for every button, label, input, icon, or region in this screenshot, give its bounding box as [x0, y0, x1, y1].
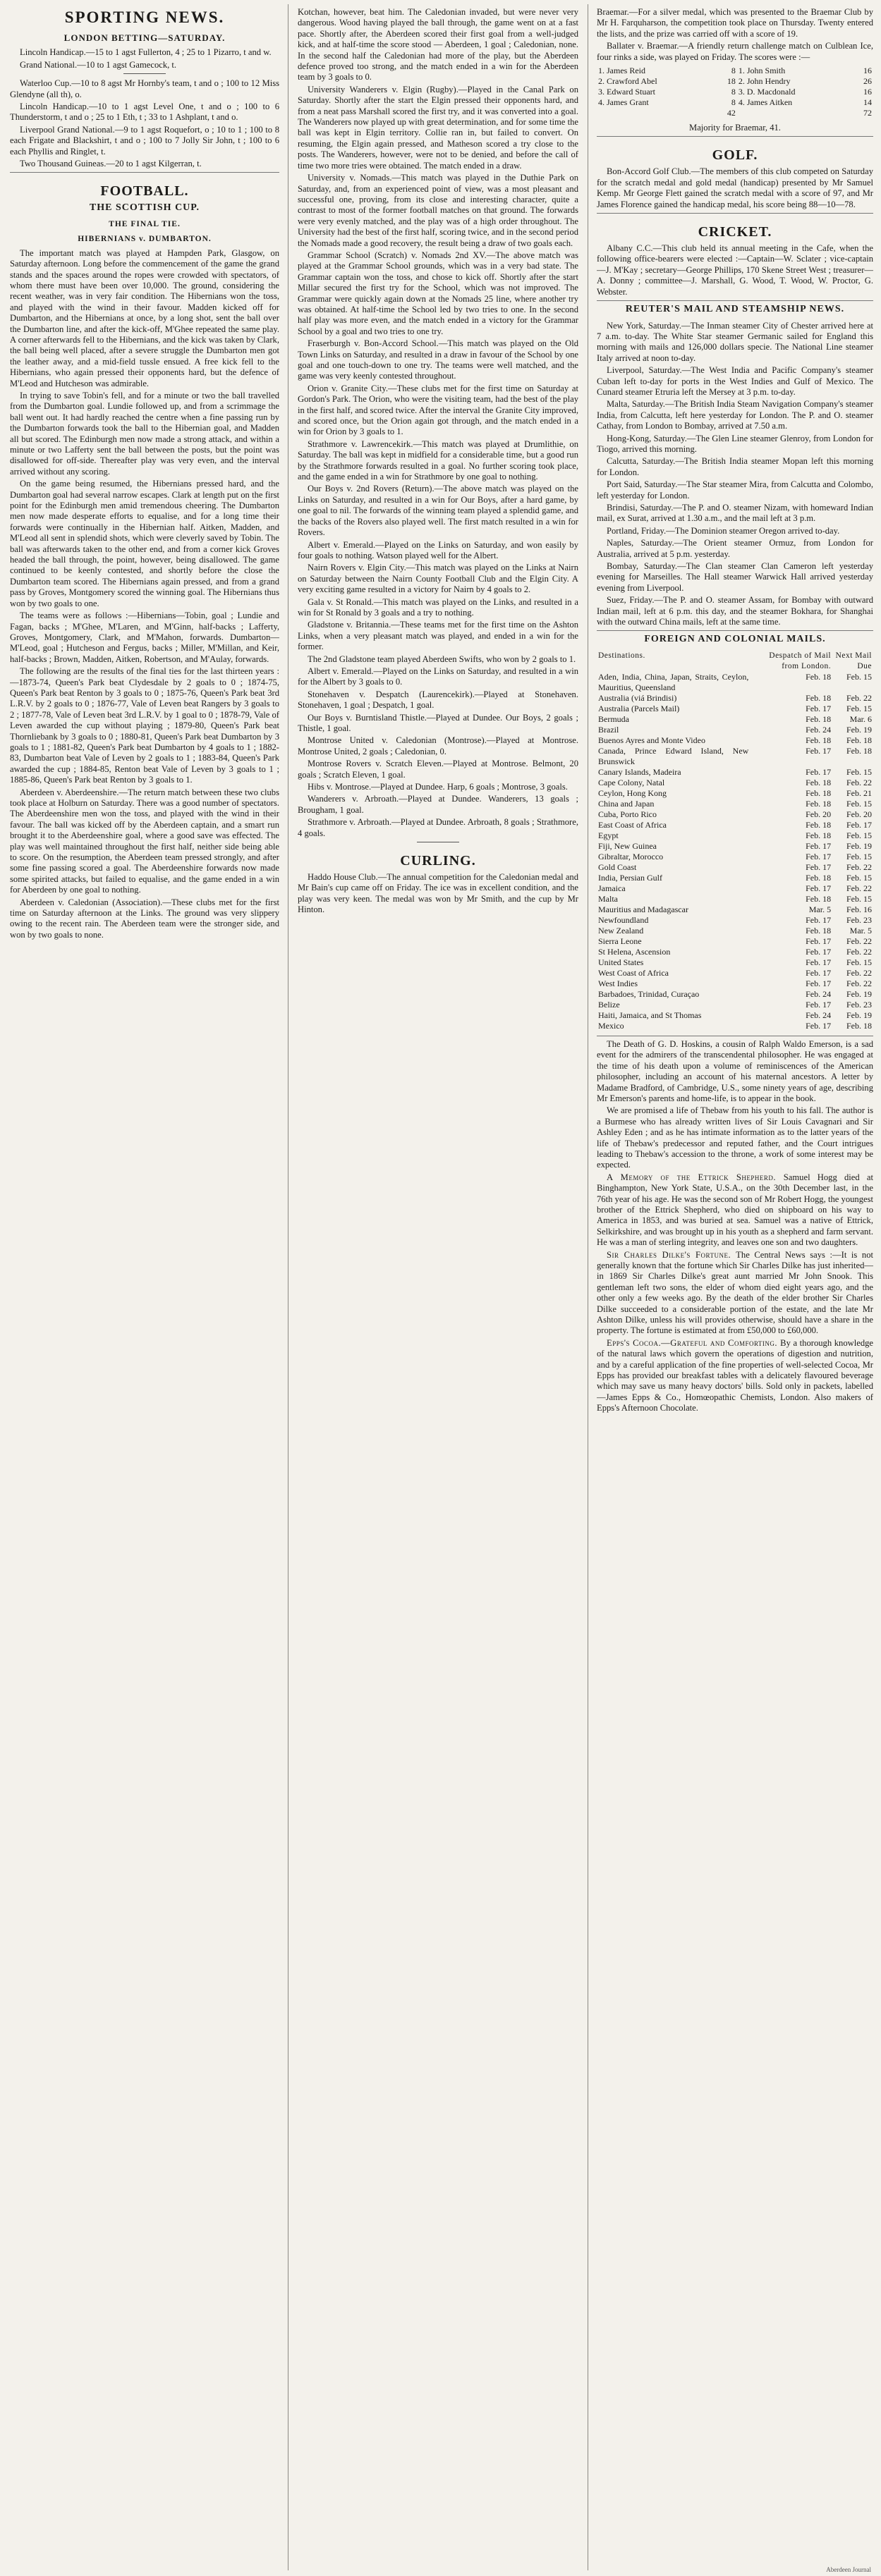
mail-item: Brindisi, Saturday.—The P. and O. steamer Nizam, with homeward Indian mail, ex Surat, arrived at 1.30 a.m., and the mail left at 3 p.m. — [597, 503, 873, 524]
mail-item: Naples, Saturday.—The Orient steamer Ormuz, from London for Australia, arrived at 5 p.m. yesterday. — [597, 538, 873, 559]
mail-item: Portland, Friday.—The Dominion steamer Oregon arrived to-day. — [607, 525, 840, 536]
mails-destination: Belize — [598, 999, 620, 1010]
mails-despatch: Feb. 17 — [806, 946, 832, 957]
mails-col-next-due: Next Mail Due — [835, 651, 872, 670]
mails-row — [597, 915, 873, 926]
mails-row — [597, 936, 873, 947]
mails-row — [597, 767, 873, 778]
article-paragraph: Ballater v. Braemar.—A friendly return challenge match on Culblean Ice, four rinks a side, was played on Friday. The scores were :— — [597, 41, 873, 62]
mails-despatch: Feb. 18 — [806, 893, 832, 904]
mails-next-due: Feb. 15 — [846, 766, 872, 777]
betting-heading: LONDON BETTING—SATURDAY. — [63, 32, 226, 43]
mails-row — [597, 820, 873, 830]
betting-item: Two Thousand Guineas.—20 to 1 agst Kilgerran, t. — [20, 159, 202, 169]
article-paragraph: Grammar School (Scratch) v. Nomads 2nd XV.—The above match was played at the Grammar School grounds, which was in a very bad state. The Grammar captain won the toss, and chose to kick off. Shortly after the start Millar secured the first try for the School, which was not improved. The Grammar were quickly again down at the Nomads 25 line, where another try was obtained. At half-time the School led by two tries to one. In the second half play was more even, and the match ended in a victory for the Grammar School by a goal and two tries to one try. — [298, 250, 578, 336]
mail-item: Bombay, Saturday.—The Clan steamer Clan Cameron left yesterday evening for Marseilles. The Hall steamer Warwick Hall arrived yesterday evening from Liverpool. — [597, 561, 873, 593]
divider — [597, 213, 873, 214]
mails-despatch: Feb. 18 — [806, 671, 832, 682]
mail-item: Port Said, Saturday.—The Star steamer Mira, from Calcutta and Colombo, left yesterday for London. — [597, 479, 873, 501]
mails-row — [597, 693, 873, 704]
article-paragraph: Stonehaven v. Despatch (Laurencekirk).—Played at Stonehaven. Stonehaven, 1 goal ; Despatch, 1 goal. — [298, 689, 578, 711]
article-paragraph: Albert v. Emerald.—Played on the Links on Saturday, and resulted in a win for the Albert by 3 goals to 0. — [298, 666, 578, 687]
mails-despatch: Feb. 18 — [806, 925, 832, 936]
rinks-total-cell — [597, 108, 715, 118]
article-paragraph — [597, 1105, 873, 1170]
rinks-total-cell — [737, 108, 851, 118]
betting-item: Liverpool Grand National.—9 to 1 agst Roquefort, o ; 10 to 1 ; 100 to 8 each Frigate and Blackshirt, t and o ; 100 to 7 Jolly Sir John, t ; 100 to 6 each Phyllis and Ringlet, t. — [10, 124, 279, 157]
mails-next-due: Feb. 15 — [846, 671, 872, 682]
mails-next-due: Feb. 19 — [846, 724, 872, 735]
mails-destination: Gibraltar, Morocco — [598, 851, 664, 861]
mails-destination: Australia (Parcels Mail) — [598, 703, 680, 713]
mails-despatch: Feb. 17 — [806, 1020, 832, 1031]
article-text: We are promised a life of Thebaw from his youth to his fall. The author is a Burmese who has already written lives of Sir Louis Cavagnari and Sir Ashley Eden ; and as he has intimate information as to the latter years of the life of Thebaw's predecessor and reputed father, and the Court intrigues leading to Thebaw's accession to the throne, a work of some interest may be expected. — [597, 1105, 873, 1170]
mails-destination: Egypt — [598, 830, 619, 840]
article-paragraph: The teams were as follows :—Hibernians—Tobin, goal ; Lundie and Fagan, backs ; M'Ghee, M'Laren, and M'Ginn, half-backs ; Lafferty, Groves, Montgomery, Clark, and M'Mahon, forwards. Dumbarton—M'Leod, goal ; Hutcheson and Fergus, backs ; Miller, M'Millan, and Keir, half-backs ; Brown, Madden, Aitken, Robertson, and M'Aulay, forwards. — [10, 611, 279, 664]
mail-item: Hong-Kong, Saturday.—The Glen Line steamer Glenroy, from London for Tiogo, arrived this morning. — [597, 433, 873, 454]
mails-destination: Newfoundland — [598, 914, 649, 925]
rinks-row — [597, 87, 873, 97]
article-paragraph: Albany C.C.—This club held its annual meeting in the Cafe, when the following office-bearers were elected :—Captain—W. Sclater ; vice-captain—J. M'Kay ; secretary—George Phillips, 170 Skene Street West ; treasurer—A. Donny ; committee—J. Marshall, G. Wood, T. Wood, W. Proctor, G. Webster. — [597, 243, 873, 297]
column-3 — [597, 7, 873, 2566]
mails-next-due: Feb. 19 — [846, 840, 872, 851]
mails-destination: St Helena, Ascension — [598, 946, 671, 957]
mails-next-due: Feb. 15 — [846, 957, 872, 967]
mail-item: Suez, Friday.—The P. and O. steamer Assam, for Bombay with outward Indian mail, left at 6 p.m. this day, and the steamer Bokhara, for Shanghai with the outward China mails, left at the same time. — [597, 595, 873, 627]
mails-next-due: Mar. 5 — [849, 925, 872, 936]
rinks-cell: 8 — [731, 97, 736, 108]
mails-despatch: Feb. 17 — [806, 936, 832, 946]
article-paragraph: In trying to save Tobin's fell, and for a minute or two the ball travelled from the Dumbarton goal. Lundie followed up, and from a scrimmage the ball went out. It had hardly reached the centre when a fine passing run by the Dumbarton forwards took the ball to the Hibernian goal, and Madden all but scored. The Edinburgh men now made a strong attack, and within a minute or two Lafferty sent the ball between the posts, but the point was disallowed for off-side. Thereafter play was very even, and the interval arrived without any scoring. — [10, 390, 279, 477]
article-text: By a thorough knowledge of the natural laws which govern the operations of digestion and nutrition, and by a careful application of the fine properties of well-selected Cocoa, Mr Epps has provided our breakfast tables with a delicately flavoured beverage which may save us many heavy doctors' bills. Sold only in packets, labelled—James Epps & Co., Homœopathic Chemists, London. Also makers of Epps's Afternoon Chocolate. — [597, 1337, 873, 1413]
mails-row — [597, 746, 873, 767]
article-paragraph: Hibs v. Montrose.—Played at Dundee. Harp, 6 goals ; Montrose, 3 goals. — [308, 782, 568, 792]
mails-destination: Fiji, New Guinea — [598, 840, 657, 851]
article-text: The Central News says :—It is not generally known that the fortune which Sir Charles Dilke has just inherited—in 1869 Sir Charles Dilke's great aunt married Mr John Snook. This gentleman left two sons, the elder of whom died eight years ago, and the other only a few weeks ago. By the death of the elder brother Sir Charles Dilke succeeded to a considerable portion of the estate, and the late Mr Ashton Dilke, unless his will provides otherwise, should have a share in the property. The fortune is estimated at from £50,000 to £60,000. — [597, 1249, 873, 1336]
mails-despatch: Mar. 5 — [808, 904, 832, 914]
article-title: Epps's Cocoa.—Grateful and Comforting. — [607, 1337, 781, 1348]
mails-despatch: Feb. 17 — [806, 914, 832, 925]
betting-item: Lincoln Handicap.—15 to 1 agst Fullerton, 4 ; 25 to 1 Pizarro, t and w. — [20, 47, 272, 58]
article-paragraph — [597, 1338, 873, 1414]
mails-destination: Haiti, Jamaica, and St Thomas — [598, 1010, 702, 1020]
mails-next-due: Feb. 18 — [846, 745, 872, 756]
mails-despatch: Feb. 17 — [806, 978, 832, 988]
article-paragraph: Nairn Rovers v. Elgin City.—This match was played on the Links at Nairn on Saturday between the Nairn County Football Club and the Elgin City. A very exciting game resulted in a victory for Nairn by 4 goals to 2. — [298, 563, 578, 595]
rinks-row — [597, 66, 873, 76]
betting-item: Grand National.—10 to 1 agst Gamecock, t. — [20, 59, 177, 70]
mails-destination: East Coast of Africa — [598, 819, 667, 830]
rinks-row — [597, 97, 873, 108]
mails-destination: Mexico — [598, 1020, 624, 1031]
article-paragraph: Gladstone v. Britannia.—These teams met for the first time on the Ashton Links, when a very pleasant match was played, and ended in a win for the former. — [298, 620, 578, 652]
mails-destination: Gold Coast — [598, 861, 637, 872]
mails-row — [597, 735, 873, 746]
mails-despatch: Feb. 18 — [806, 777, 832, 787]
article-paragraph — [597, 1250, 873, 1337]
article-paragraph — [597, 1039, 873, 1104]
mails-despatch: Feb. 17 — [806, 957, 832, 967]
mails-next-due: Mar. 6 — [849, 713, 872, 724]
mails-col-destinations: Destinations. — [598, 651, 645, 660]
divider — [597, 136, 873, 137]
column-2 — [298, 7, 578, 2566]
mails-row — [597, 778, 873, 788]
rinks-cell: 16 — [863, 87, 872, 97]
mails-row — [597, 841, 873, 852]
mails-despatch: Feb. 18 — [806, 798, 832, 809]
rinks-cell: 26 — [863, 76, 872, 87]
article-paragraph: Albert v. Emerald.—Played on the Links on Saturday, and won easily by four goals to nothing. Watson played well for the Albert. — [298, 539, 578, 560]
mails-next-due: Feb. 15 — [846, 851, 872, 861]
mails-next-due: Feb. 15 — [846, 830, 872, 840]
cricket-heading: CRICKET. — [698, 224, 772, 240]
mails-despatch: Feb. 17 — [806, 967, 832, 978]
mails-next-due: Feb. 23 — [846, 999, 872, 1010]
mails-row — [597, 1010, 873, 1021]
article-paragraph: Strathmore v. Lawrencekirk.—This match was played at Drumlithie, on Saturday. The ball was kept in midfield for a considerable time, but a good run by the Strathmore forwards resulted in a goal. No further scoring took place, and the game ended in a win for Strathmore by one goal to nothing. — [298, 438, 578, 482]
mails-destination: Cuba, Porto Rico — [598, 809, 657, 819]
mails-destination: United States — [598, 957, 644, 967]
mail-item: Liverpool, Saturday.—The West India and Pacific Company's steamer Cuban left to-day for ports in the West Indies and Gulf of Mexico. The Cunard steamer Etruria left the Mersey at 3 p.m. to-day. — [597, 365, 873, 397]
rinks-cell: 14 — [863, 97, 872, 108]
article-paragraph: Montrose Rovers v. Scratch Eleven.—Played at Montrose. Belmont, 20 goals ; Scratch Eleven, 1 goal. — [298, 759, 578, 780]
mails-row — [597, 862, 873, 873]
rinks-totals — [597, 108, 873, 118]
mails-row — [597, 809, 873, 820]
mails-next-due: Feb. 18 — [846, 1020, 872, 1031]
rinks-cell: 16 — [863, 66, 872, 76]
mails-next-due: Feb. 20 — [846, 809, 872, 819]
mails-despatch: Feb. 17 — [806, 861, 832, 872]
article-paragraph: Gala v. St Ronald.—This match was played on the Links, and resulted in a win for St Ronald by 3 goals and a try to nothing. — [298, 596, 578, 618]
rinks-cell: 18 — [727, 76, 736, 87]
article-paragraph: University Wanderers v. Elgin (Rugby).—Played in the Canal Park on Saturday. Shortly after the start the Elgin pressed their opponents hard, and from a neat pass Marshall scored the first try, and it was converted into a goal. The Wanderers now played up with great determination, and for some time the ball was kept in Elgin territory. Collie ran in, but failed to convert. On resuming, the Elgin again pressed, and Matheson scored a try close to the posts. The Wanderers, however, were not to be denied, and before the call of time two more tries were obtained. The match ended in a draw. — [298, 84, 578, 171]
mails-next-due: Feb. 15 — [846, 798, 872, 809]
column-1 — [10, 7, 279, 2566]
betting-item: Waterloo Cup.—10 to 8 agst Mr Hornby's team, t and o ; 100 to 12 Miss Glendyne (all th), o. — [10, 78, 279, 99]
mails-despatch: Feb. 18 — [806, 830, 832, 840]
mails-next-due: Feb. 19 — [846, 1010, 872, 1020]
mails-next-due: Feb. 15 — [846, 893, 872, 904]
mails-row — [597, 904, 873, 915]
misc-articles — [597, 1039, 873, 1414]
rinks-total-cell: 72 — [863, 108, 872, 118]
mails-despatch: Feb. 24 — [806, 988, 832, 999]
mails-row — [597, 799, 873, 809]
mails-row — [597, 725, 873, 735]
football-heading: FOOTBALL. — [100, 183, 189, 200]
article-paragraph — [597, 1172, 873, 1249]
mails-row — [597, 672, 873, 693]
article-paragraph: Bon-Accord Golf Club.—The members of this club competed on Saturday for the scratch medal and gold medal (handicap) presented by Mr Samuel Kemp. Mr George Flett gained the scratch medal with a score of 97, and Mr James Florence gained the handicap medal, his score being 88—10—78. — [597, 166, 873, 209]
mails-row — [597, 957, 873, 968]
mails-next-due: Feb. 15 — [846, 872, 872, 883]
mails-row — [597, 968, 873, 979]
rinks-cell: 3. D. Macdonald — [738, 87, 796, 97]
mails-despatch: Feb. 17 — [806, 883, 832, 893]
mails-table — [597, 651, 873, 1031]
mail-heading: REUTER'S MAIL AND STEAMSHIP NEWS. — [625, 304, 845, 315]
mails-row — [597, 830, 873, 841]
mails-next-due: Feb. 22 — [846, 692, 872, 703]
mails-despatch: Feb. 17 — [806, 840, 832, 851]
rinks-row — [597, 76, 873, 87]
mails-next-due: Feb. 15 — [846, 703, 872, 713]
mails-destination: Barbadoes, Trinidad, Curaçao — [598, 988, 700, 999]
rinks-cell: 2. John Hendry — [738, 76, 791, 87]
rinks-majority: Majority for Braemar, 41. — [689, 123, 781, 133]
article-text: Samuel Hogg died at Binghampton, New York State, U.S.A., on the 30th December last, in the 76th year of his age. He was the second son of Mr Robert Hogg, the youngest brother of the Ettrick Shepherd, who died on shipboard on his way to America in 1853, and was buried at sea. Samuel was a native of Ettrick, Selkirkshire, and was brought up in his youth as a shepherd and farm servant. He was a man of sterling integrity, and leaves one son and two daughters. — [597, 1172, 873, 1248]
mails-row — [597, 873, 873, 883]
mails-despatch: Feb. 20 — [806, 809, 832, 819]
mails-despatch: Feb. 17 — [806, 999, 832, 1010]
mails-despatch: Feb. 24 — [806, 724, 832, 735]
divider — [10, 172, 279, 173]
mails-destination: Australia (viá Brindisi) — [598, 692, 677, 703]
mails-col-despatch: Despatch of Mail from London. — [769, 651, 832, 670]
mails-destination: Brazil — [598, 724, 619, 735]
mails-next-due: Feb. 21 — [846, 787, 872, 798]
article-paragraph: Fraserburgh v. Bon-Accord School.—This match was played on the Old Town Links on Saturday, and resulted in a draw in favour of the School by one goal and one touch-down to one try. The teams were well matched, and the game was very keenly contested throughout. — [298, 338, 578, 381]
curling-heading: CURLING. — [400, 853, 476, 869]
rinks-cell: 2. Crawford Abel — [598, 76, 657, 87]
mails-despatch: Feb. 18 — [806, 735, 832, 745]
mails-despatch: Feb. 17 — [806, 766, 832, 777]
article-paragraph: Aberdeen v. Caledonian (Association).—These clubs met for the first time on Saturday afternoon at the Links. The ground was very slippery owing to the recent rain. The Aberdeen team were the stronger side, and won by two goals to none. — [10, 897, 279, 940]
mail-item: Malta, Saturday.—The British India Steam Navigation Company's steamer India, from Calcutta, left here yesterday for London. The P. and O. steamer Cathay, from London to Bombay, arrived at 7.50 a.m. — [597, 399, 873, 431]
mails-despatch: Feb. 18 — [806, 787, 832, 798]
mails-next-due: Feb. 22 — [846, 883, 872, 893]
article-paragraph: Montrose United v. Caledonian (Montrose).—Played at Montrose. Montrose United, 2 goals ; Caledonian, 0. — [298, 735, 578, 756]
mails-despatch: Feb. 18 — [806, 872, 832, 883]
mails-row — [597, 979, 873, 989]
mails-despatch: Feb. 18 — [806, 819, 832, 830]
article-paragraph: The important match was played at Hampden Park, Glasgow, on Saturday afternoon. Long before the commencement of the game the grand stands and the spaces around the ropes were crowded with spectators, of whom there must have been over 10,000. The ground, considering the recent weather, was in very fair condition. The Hibernians won the toss, and played with the wind in their favour. Madden kicked off for Dumbarton, and the Hibernians at once, by a long shot, sent the ball over the Dumbarton line, and after the kick-off, M'Ghee repeated the same play. A corner afterwards fell to the Hibernians, and the kick was taken by Clark, the ball being well placed, after a severe struggle the Dumbarton men got the leather away, and a mid-field tussle ensued. A free kick fell to the Hibernians, who again pressed their opponents hard, but the defence of M'Leod and Hutcheson was admirable. — [10, 247, 279, 388]
mails-despatch: Feb. 18 — [806, 713, 832, 724]
mails-destination: Malta — [598, 893, 618, 904]
article-paragraph: Wanderers v. Arbroath.—Played at Dundee. Wanderers, 13 goals ; Brougham, 1 goal. — [298, 794, 578, 815]
mails-next-due: Feb. 19 — [846, 988, 872, 999]
divider — [123, 73, 166, 74]
rinks-total-cell: 42 — [727, 108, 736, 118]
mails-despatch: Feb. 17 — [806, 851, 832, 861]
mails-despatch: Feb. 17 — [806, 745, 832, 756]
article-paragraph: On the game being resumed, the Hibernians pressed hard, and the Dumbarton goal had several narrow escapes. Clark at length put on the first point for the Edinburgh men amid tremendous cheering. The Dumbarton men now made desperate efforts to equalise, and for a long time their forwards were continually in the Hibernian half. Aitken, Madden, and M'Leod all sent in splendid shots, which were cleverly saved by Tobin. The ball was afterwards taken to the other end, and from a corner kick Groves headed the ball through, the point, however, being disallowed. The game continued to be keenly contested, and shortly before the close the Dumbarton team scored. The Hibernians again pressed, and from a grand pass by Groves, Montgomery scored the winning goal. The Hibernians thus won by two goals to one. — [10, 479, 279, 608]
article-paragraph: Strathmore v. Arbroath.—Played at Dundee. Arbroath, 8 goals ; Strathmore, 4 goals. — [298, 817, 578, 838]
mails-destination: Ceylon, Hong Kong — [598, 787, 667, 798]
mails-heading: FOREIGN AND COLONIAL MAILS. — [644, 634, 826, 645]
mail-news — [597, 321, 873, 628]
mails-despatch: Feb. 17 — [806, 703, 832, 713]
mails-next-due: Feb. 22 — [846, 777, 872, 787]
mails-destination: Aden, India, China, Japan, Straits, Ceylon, Mauritius, Queensland — [598, 671, 749, 692]
divider — [597, 630, 873, 631]
mails-destination: Cape Colony, Natal — [598, 777, 665, 787]
mails-destination: Jamaica — [598, 883, 626, 893]
rinks-cell: 8 — [731, 66, 736, 76]
rinks-cell: 1. James Reid — [598, 66, 645, 76]
mails-next-due: Feb. 16 — [846, 904, 872, 914]
rinks-table — [597, 66, 873, 118]
mails-row — [597, 714, 873, 725]
mails-next-due: Feb. 22 — [846, 946, 872, 957]
rinks-cell: 8 — [731, 87, 736, 97]
mail-item: Calcutta, Saturday.—The British India steamer Mopan left this morning for London. — [597, 456, 873, 477]
article-title: A Memory of the Ettrick Shepherd. — [607, 1172, 784, 1182]
divider — [597, 300, 873, 301]
mails-next-due: Feb. 22 — [846, 967, 872, 978]
mails-next-due: Feb. 18 — [846, 735, 872, 745]
betting-item: Lincoln Handicap.—10 to 1 agst Level One, t and o ; 100 to 6 Thunderstorm, t and o ; 25 to 1 Eth, t ; 33 to 1 Ashplant, t and o. — [10, 102, 279, 123]
mails-next-due: Feb. 17 — [846, 819, 872, 830]
mails-row — [597, 1021, 873, 1031]
mails-destination: West Indies — [598, 978, 638, 988]
article-paragraph: Haddo House Club.—The annual competition for the Caledonian medal and Mr Bain's cup came off on Friday. The ice was in excellent condition, and the play was very keen. The medal was won by Mr Smith, and the cup by Mr Hinton. — [298, 872, 578, 915]
article-paragraph: Orion v. Granite City.—These clubs met for the first time on Saturday at Gordon's Park. The Orion, who were the visiting team, had the best of the play in the first half, and scored twice. After the interval the Granite City improved, and scored once, but the Orion again got through, and the match ended in a win for Orion by 3 goals to 1. — [298, 383, 578, 437]
mails-next-due: Feb. 22 — [846, 861, 872, 872]
article-paragraph: Braemar.—For a silver medal, which was presented to the Braemar Club by Mr H. Farquharson, the competition took place on Thursday. Twenty entered the lists, and the prize was carried off with a score of 19. — [597, 7, 873, 39]
mails-despatch: Feb. 18 — [806, 692, 832, 703]
mails-row — [597, 1000, 873, 1010]
mails-destination: Bermuda — [598, 713, 629, 724]
mails-row — [597, 947, 873, 957]
article-paragraph: The following are the results of the final ties for the last thirteen years :—1873-74, Queen's Park beat Clydesdale by 2 goals to 0 ; 1874-75, Queen's Park beat Renton by 3 goals to 0 ; 1875-76, Queen's Park beat 3rd L.R.V. by 2 goals to 0 ; 1876-77, Vale of Leven beat Rangers by 3 goals to 2 ; 1877-78, Vale of Leven beat 3rd L.R.V. by 1 goal to 0 ; 1878-79, Vale of Leven awarded the cup without playing ; 1879-80, Queen's Park beat Thornliebank by 3 goals to 0 ; 1880-81, Queen's Park beat Dumbarton by 3 goals to 1 ; 1881-82, Queen's Park beat Dumbarton by 4 goals to 1 ; 1882-83, Dumbarton beat Vale of Leven by 2 goals to 1 ; 1883-84, Queen's Park awarded the cup ; 1884-85, Renton beat Vale of Leven by 3 goals to 1 ; 1885-86, Queen's Park beat Renton by 3 goals to 1. — [10, 666, 279, 785]
mails-row — [597, 788, 873, 799]
article-paragraph: Kotchan, however, beat him. The Caledonian invaded, but were never very dangerous. Wood having played the ball through, the game went on at a fast pace. Shortly after, the Aberdeen scored their first goal from a well-judged kick, and at half-time the score stood — Aberdeen, 1 goal ; Caledonian, none. In the second half the Caledonian had more of the play, but the Aberdeen defence proved too strong, and the match ended in a win for the Aberdeen team by 3 goals to 0. — [298, 7, 578, 82]
mails-destination: Canada, Prince Edward Island, New Brunswick — [598, 745, 749, 766]
mails-next-due: Feb. 23 — [846, 914, 872, 925]
mails-row — [597, 704, 873, 714]
mails-destination: New Zealand — [598, 925, 644, 936]
mails-destination: West Coast of Africa — [598, 967, 669, 978]
rinks-cell: 4. James Grant — [598, 97, 649, 108]
mails-next-due: Feb. 22 — [846, 936, 872, 946]
mails-row — [597, 926, 873, 936]
scottish-cup-heading: THE SCOTTISH CUP. — [89, 202, 200, 214]
rinks-cell: 1. John Smith — [738, 66, 786, 76]
mails-destination: India, Persian Gulf — [598, 872, 662, 883]
golf-heading: GOLF. — [712, 147, 758, 164]
mails-destination: Mauritius and Madagascar — [598, 904, 688, 914]
rinks-cell: 3. Edward Stuart — [598, 87, 655, 97]
footer-mark: Aberdeen Journal — [826, 2566, 871, 2573]
rinks-cell: 4. James Aitken — [738, 97, 793, 108]
final-tie-heading: THE FINAL TIE. — [109, 219, 181, 228]
mails-destination: Buenos Ayres and Monte Video — [598, 735, 705, 745]
mails-destination: Canary Islands, Madeira — [598, 766, 681, 777]
mails-despatch: Feb. 24 — [806, 1010, 832, 1020]
mail-item: New York, Saturday.—The Inman steamer City of Chester arrived here at 7 a.m. to-day. The White Star steamer Germanic sailed for England this morning with mails and 126,000 dollars specie. The National Line steamer Italy arrived at noon to-day. — [597, 320, 873, 363]
article-paragraph: University v. Nomads.—This match was played in the Duthie Park on Saturday, and, from an experienced point of view, was a most pleasant and successful one, proving, from its close and interesting character, quite a contrast to most of the former football matches on that ground. The forwards were very evenly matched, and the play was of a high order throughout. The University had the best of the first half, scoring twice, and in the second period the Nomads made a good recovery, the result being a draw of two goals each. — [298, 173, 578, 248]
mails-destination: Sierra Leone — [598, 936, 642, 946]
mails-row — [597, 894, 873, 904]
mails-destination: China and Japan — [598, 798, 655, 809]
article-title: Sir Charles Dilke's Fortune. — [607, 1249, 736, 1260]
mails-row — [597, 883, 873, 894]
article-paragraph: Our Boys v. 2nd Rovers (Return).—The above match was played on the Links on Saturday, and resulted in a win for Our Boys, after a hard game, by one goal to nil. The forwards of the winning team played a splendid game, and the backs of the Rovers also played well. The first match resulted in a win for Rovers. — [298, 484, 578, 538]
article-text: The Death of G. D. Hoskins, a cousin of Ralph Waldo Emerson, is a sad event for the admirers of the transcendental philosopher. He was engaged at the time of his death upon a volume of reminiscences of the American philosopher, including an account of his maternal ancestors. A letter by Madame Bradford, of Cambridge, U.S., some ninety years of age, describing Mr Emerson's parents and home-life, is to appear in the book. — [597, 1038, 873, 1103]
mails-row — [597, 852, 873, 862]
article-paragraph: The 2nd Gladstone team played Aberdeen Swifts, who won by 2 goals to 1. — [308, 654, 576, 664]
mails-row — [597, 989, 873, 1000]
match-subheading: HIBERNIANS v. DUMBARTON. — [78, 235, 212, 244]
sporting-news-title: SPORTING NEWS. — [64, 8, 225, 26]
article-paragraph: Our Boys v. Burntisland Thistle.—Played at Dundee. Our Boys, 2 goals ; Thistle, 1 goal. — [298, 712, 578, 733]
mails-next-due: Feb. 22 — [846, 978, 872, 988]
article-paragraph: Aberdeen v. Aberdeenshire.—The return match between these two clubs took place at Holburn on Saturday. There was a good number of spectators. The Aberdeenshire men won the toss, and played with the wind in their favour. The ball was kicked off by the Aberdeen captain, and a smart run brought it to the Aberdeenshire goal, where a good save was effected. The play was well maintained throughout the first half, neither side being able to score. On the resumption, the Aberdeen team pressed strongly, and after some fine passing scored a goal. The Aberdeenshire forwards now made some spirited attacks, but failed to equalise, and the game ended in a win for Aberdeen by one goal to nothing. — [10, 787, 279, 895]
